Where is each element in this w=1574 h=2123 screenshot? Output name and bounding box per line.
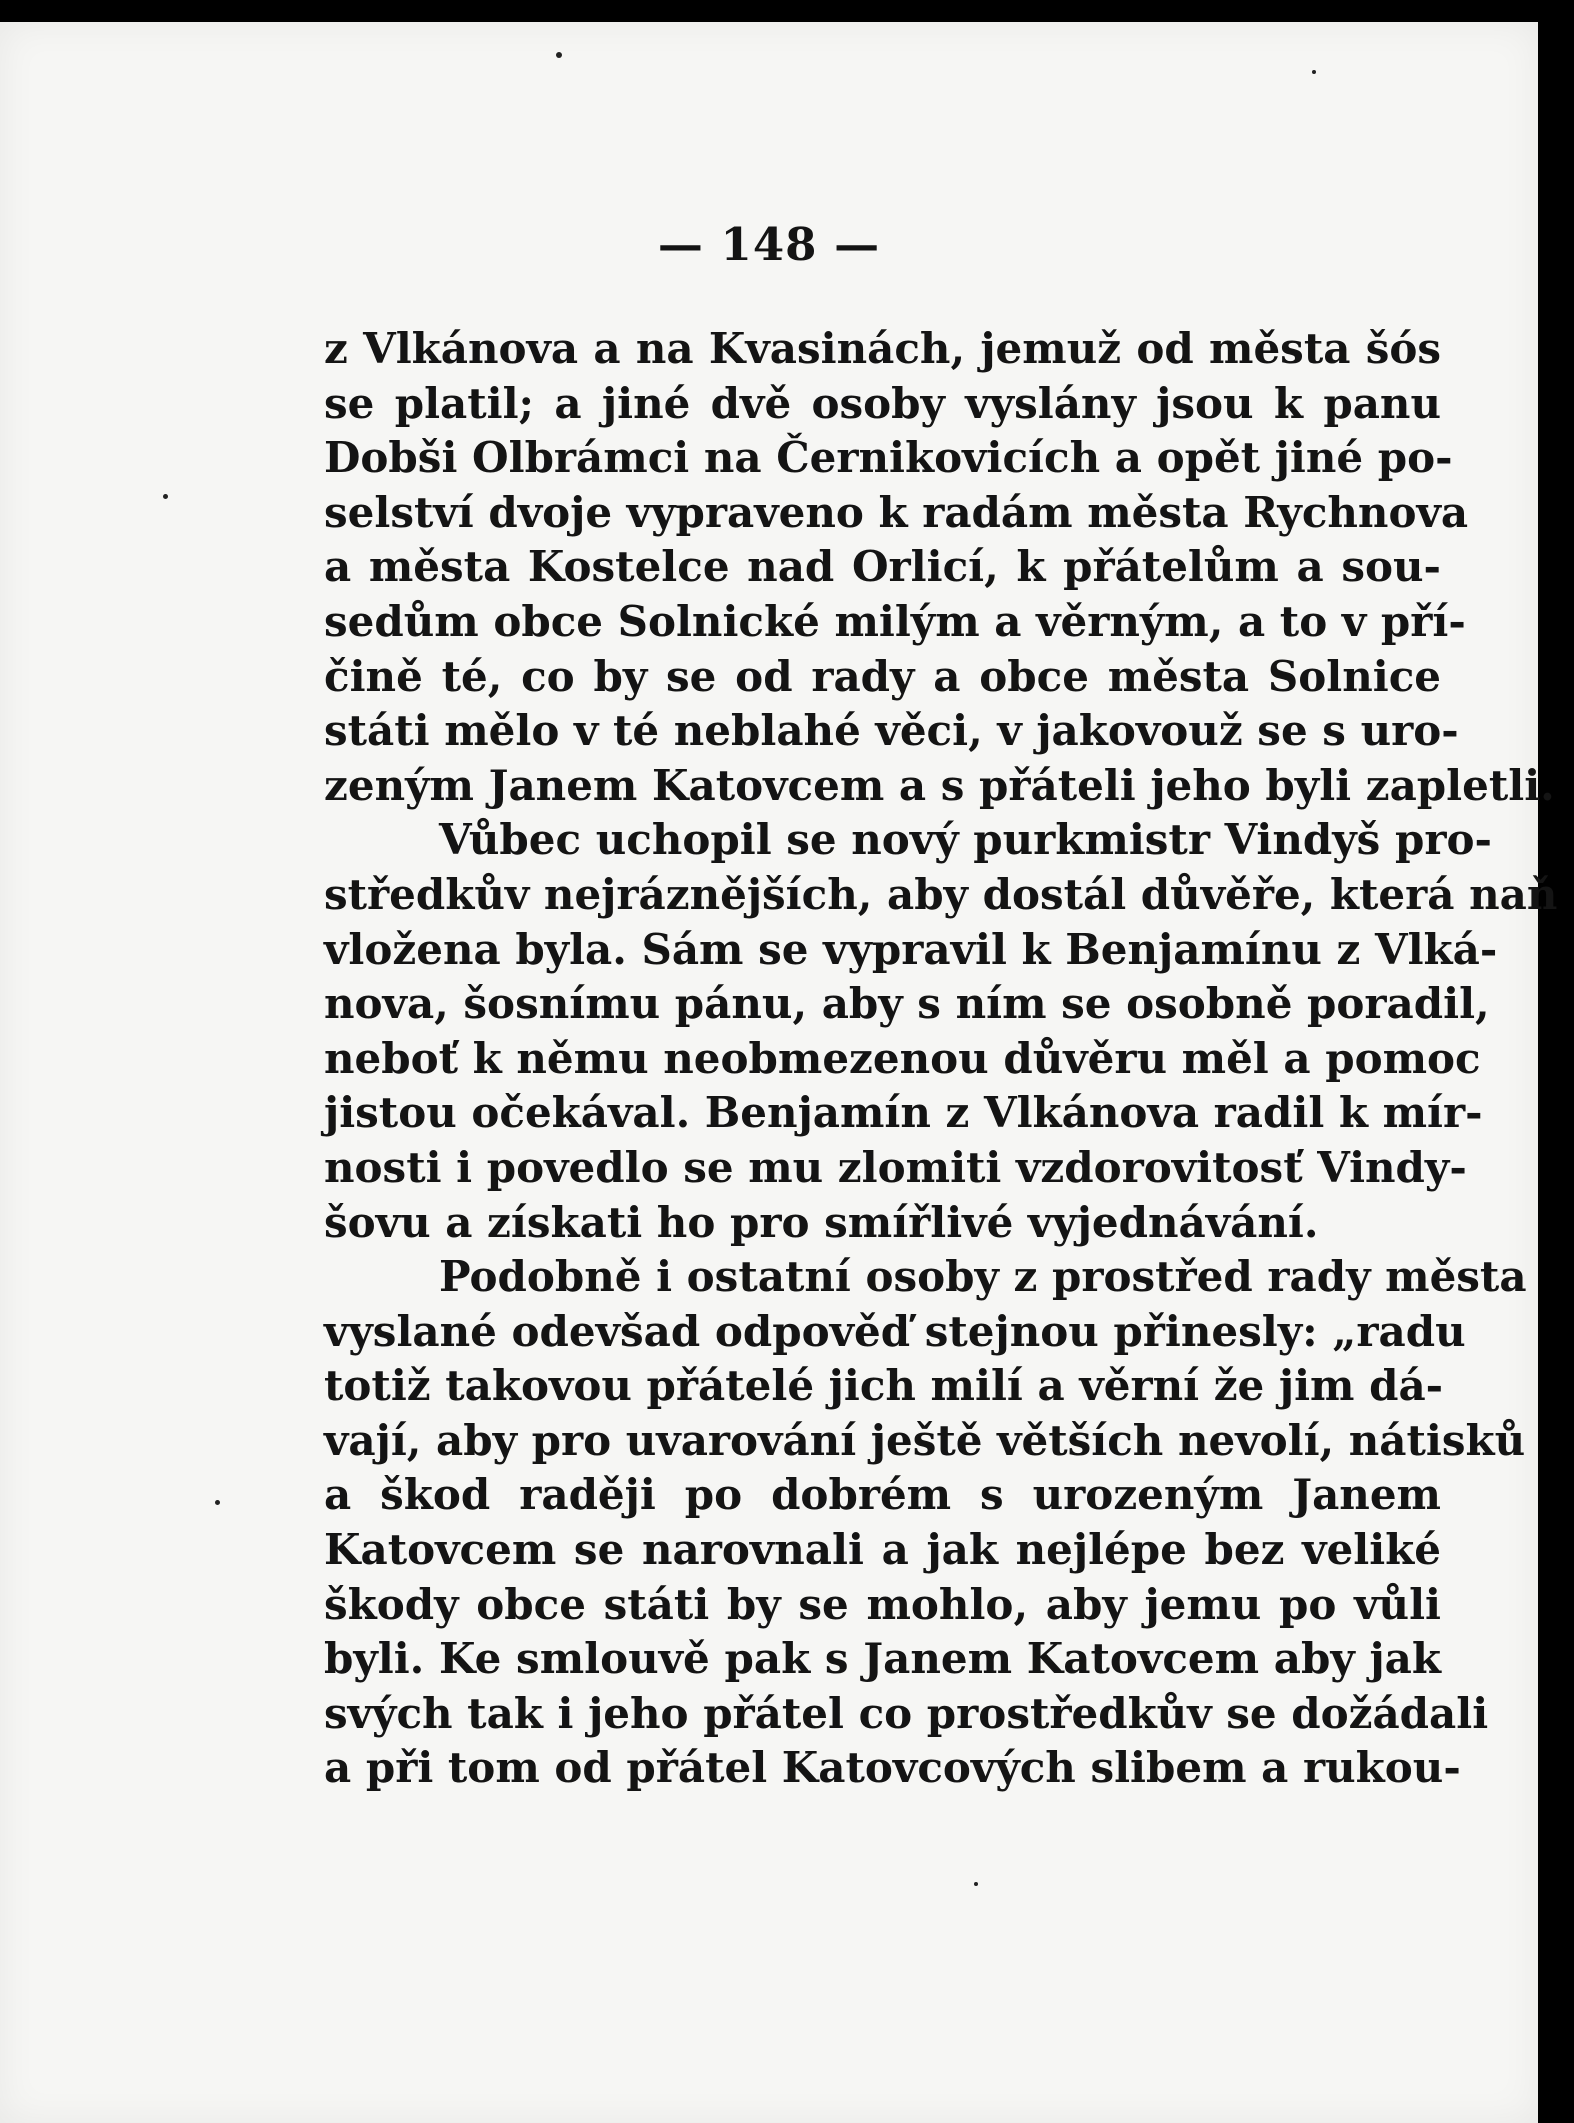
text-line: svých tak i jeho přátel co prostředkův se dožádali [324, 1688, 1489, 1738]
paper-speck [1312, 70, 1316, 74]
text-line: selství dvoje vypraveno k radám města Rychnova [324, 487, 1469, 537]
text-line: Katovcem se narovnali a jak nejlépe bez veliké [324, 1525, 1441, 1575]
text-line: státi mělo v té neblahé věci, v jakovouž se s uro- [324, 706, 1459, 756]
text-line: se platil; a jiné dvě osoby vyslány jsou k panu [324, 378, 1441, 428]
text-line: jistou očekával. Benjamín z Vlkánova radil k mír- [324, 1088, 1483, 1138]
text-line: totiž takovou přátelé jich milí a věrní že jim dá- [324, 1361, 1444, 1411]
text-line: Dobši Olbrámci na Černikovicích a opět jiné po- [324, 433, 1453, 483]
text-line: z Vlkánova a na Kvasinách, jemuž od města šós [324, 324, 1441, 373]
text-line: vají, aby pro uvarování ještě větších nevolí, nátisků [324, 1415, 1526, 1465]
text-line: a škod raději po dobrém s urozeným Janem [324, 1470, 1441, 1520]
text-line: škody obce státi by se mohlo, aby jemu po vůli [324, 1579, 1441, 1629]
text-line: středkův nejráznějších, aby dostál důvěře, která naň [324, 869, 1558, 919]
book-page [0, 22, 1558, 2123]
text-line: nova, šosnímu pánu, aby s ním se osobně poradil, [324, 979, 1490, 1029]
paper-speck [215, 1500, 220, 1505]
text-line: sedům obce Solnické milým a věrným, a to v pří- [324, 596, 1466, 646]
text-line: a města Kostelce nad Orlicí, k přátelům a sou- [324, 542, 1441, 592]
paper-speck [556, 52, 562, 58]
paragraph-start-line: Podobně i ostatní osoby z prostřed rady města [439, 1252, 1527, 1302]
page-number-header: — 148 — [657, 218, 881, 271]
text-line: byli. Ke smlouvě pak s Janem Katovcem aby jak [324, 1634, 1441, 1684]
text-line: nosti i povedlo se mu zlomiti vzdorovitosť Vindy- [324, 1142, 1467, 1192]
text-line: šovu a získati ho pro smířlivé vyjednávání. [324, 1197, 1319, 1247]
body-text [324, 322, 1558, 1796]
text-line: zeným Janem Katovcem a s přáteli jeho byli zapletli. [324, 760, 1555, 810]
paragraph-start-line: Vůbec uchopil se nový purkmistr Vindyš pro- [439, 815, 1492, 865]
paper-speck [974, 1882, 978, 1886]
text-line: vyslané odevšad odpověď stejnou přinesly: „radu [324, 1306, 1466, 1356]
text-line: neboť k němu neobmezenou důvěru měl a pomoc [324, 1033, 1481, 1083]
text-line: čině té, co by se od rady a obce města Solnice [324, 651, 1441, 701]
text-line: a při tom od přátel Katovcových slibem a rukou- [324, 1743, 1461, 1793]
paper-speck [163, 494, 168, 499]
text-line: vložena byla. Sám se vypravil k Benjamínu z Vlká- [324, 924, 1498, 974]
